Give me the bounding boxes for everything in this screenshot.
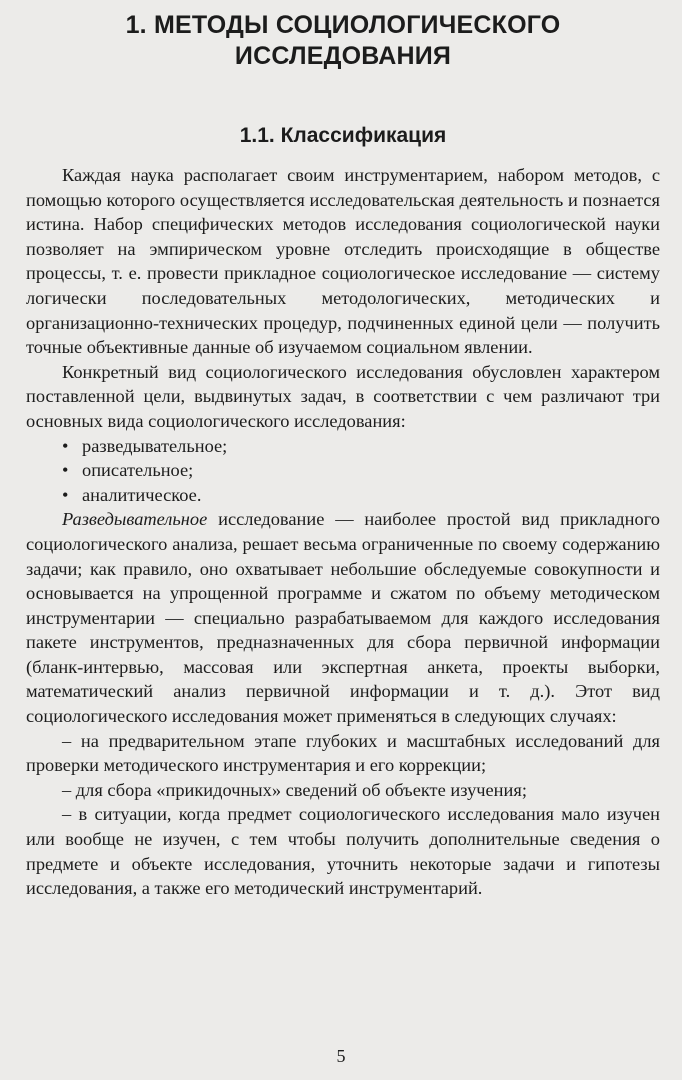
bullet-icon: •	[62, 460, 69, 481]
page-number: 5	[336, 1046, 346, 1066]
paragraph-types: Конкретный вид социологического исследования обусловлен характером поставленной цели, выдвинутых задач, в соответствии с чем различают три основных вида социологического исследования:	[26, 361, 660, 431]
chapter-title-line-1: 1. МЕТОДЫ СОЦИОЛОГИЧЕСКОГО	[125, 11, 561, 39]
paragraph-exploratory	[26, 507, 660, 728]
list-item-text: описательное;	[82, 460, 194, 481]
dash-list-item: – для сбора «прикидочных» сведений об объекте изучения;	[62, 779, 527, 800]
section-title: 1.1. Классификация	[239, 124, 447, 147]
paragraph-intro: Каждая наука располагает своим инструментарием, набором методов, с помощью которого осуществляется исследовательская деятельность и познается истина. Набор специфических методов исследования социологической науки позволяет на эмпирическом уровне отследить происходящие в обществе процессы, т. е. провести прикладное социологическое исследование — систему логически последовательных методологических, методических и организационно-технических процедур, подчиненных единой цели — получить точные объективные данные об изучаемом социальном явлении.	[26, 165, 660, 358]
list-item	[62, 458, 660, 483]
chapter-title-line-2: ИССЛЕДОВАНИЯ	[234, 42, 452, 70]
bullet-icon: •	[62, 435, 69, 456]
list-item-text: аналитическое.	[82, 484, 202, 505]
list-item	[62, 483, 660, 508]
list-item-text: разведывательное;	[82, 435, 228, 456]
paragraph-exploratory-text: исследование — наиболее простой вид прикладного социологического анализа, решает весьма ограниченные по своему содержанию задачи; как правило, оно охватывает небольшие обследуемые совокупности и основывается на упрощенной программе и сжатом по объему методическом инструментарии — специально разрабатываемом для каждого исследования пакете инструментов, предназначенных для сбора первичной информации (бланк-интервью, массовая или экспертная анкета, проекты выборки, математический анализ первичной информации и т. д.). Этот вид социологического исследования может применяться в следующих случаях:	[26, 509, 660, 727]
research-types-list	[26, 434, 660, 508]
body-text	[26, 163, 660, 901]
chapter-title	[26, 0, 660, 72]
bullet-icon: •	[62, 484, 69, 505]
list-item	[62, 434, 660, 459]
dash-list-item: – в ситуации, когда предмет социологического исследования мало изучен или вообще не изучен, с тем чтобы получить дополнительные сведения о предмете и объекте исследования, уточнить некоторые задачи и гипотезы исследования, а также его методический инструментарий.	[26, 804, 660, 899]
emphasis-term: Разведывательное	[62, 509, 208, 530]
dash-list-item: – на предварительном этапе глубоких и масштабных исследований для проверки методического инструментария и его коррекции;	[26, 730, 660, 776]
